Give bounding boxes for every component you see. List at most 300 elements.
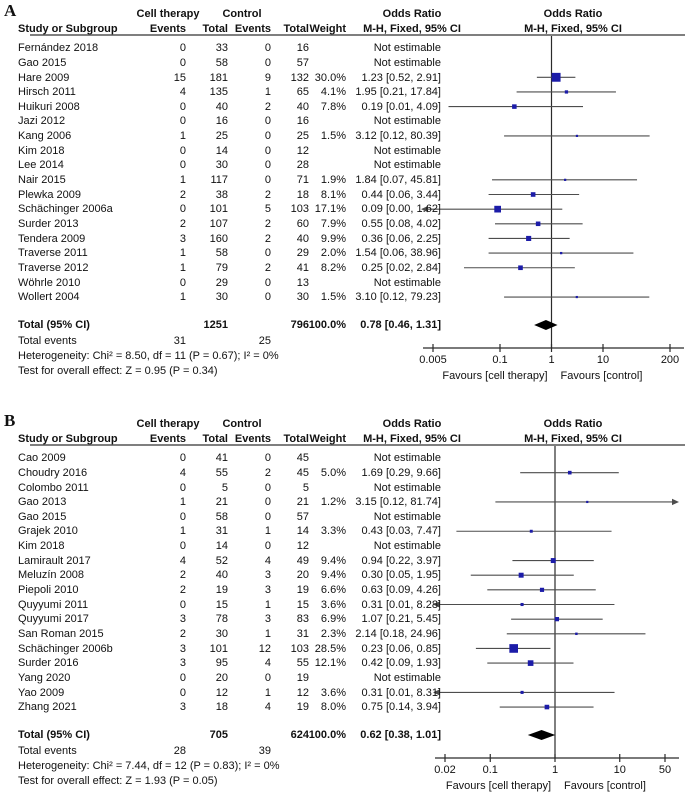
study-row — [0, 85, 685, 100]
weight-cell: 1.2% — [320, 496, 346, 509]
study-row — [0, 495, 685, 510]
total-cell: 31 — [296, 628, 309, 640]
group-header-control: Control — [222, 418, 262, 430]
axis-tick-label: 0.005 — [419, 354, 447, 366]
col-header-events2: Events — [234, 432, 271, 445]
events-cell: 0 — [264, 671, 271, 684]
total-cell: 41 — [215, 452, 228, 465]
study-row — [0, 670, 685, 685]
study-name: Yang 2020 — [18, 671, 71, 684]
weight-cell: 6.9% — [320, 613, 346, 626]
events-cell: 1 — [179, 525, 186, 538]
weight-cell: 30.0% — [314, 71, 346, 84]
total-cell: 21 — [215, 496, 228, 509]
events-cell: 2 — [179, 584, 186, 597]
study-row — [0, 509, 685, 524]
study-name: Grajek 2010 — [18, 525, 78, 538]
events-cell: 0 — [179, 115, 186, 128]
events-cell: 0 — [179, 671, 186, 684]
weight-cell: 5.0% — [320, 466, 346, 479]
or-ci-cell: 1.54 [0.06, 38.96] — [355, 247, 441, 260]
total-cell: 49 — [296, 554, 309, 567]
total-cell: 40 — [215, 100, 228, 113]
total-cell: 12 — [296, 540, 309, 553]
study-name: Hirsch 2011 — [18, 86, 76, 99]
total-cell: 65 — [296, 86, 309, 99]
events-cell: 0 — [264, 496, 271, 509]
axis-tick-label: 0.1 — [482, 764, 498, 776]
total-cell: 40 — [296, 232, 309, 245]
total-cell: 29 — [296, 247, 309, 260]
or-ci-cell: 1.07 [0.21, 5.45] — [361, 613, 441, 626]
total-cell: 101 — [209, 642, 228, 655]
total-cell: 38 — [215, 188, 228, 201]
or-ci-cell: 0.62 [0.38, 1.01] — [360, 729, 441, 742]
events-cell: 3 — [179, 701, 186, 714]
study-row — [0, 480, 685, 495]
study-name: Surder 2013 — [18, 218, 79, 230]
group-header-odds-ratio: Odds Ratio — [382, 8, 442, 20]
total-cell: 181 — [209, 71, 228, 84]
events-cell: 0 — [264, 540, 271, 553]
col-header-total1: Total — [202, 22, 228, 35]
study-row — [0, 55, 685, 70]
study-name: Yao 2009 — [18, 686, 65, 699]
favours-left-label: Favours [cell therapy] — [445, 780, 551, 792]
events-cell: 1 — [179, 291, 186, 304]
col-header-weight: Weight — [309, 432, 346, 445]
total-cell: 101 — [209, 203, 228, 216]
events-cell: 4 — [264, 701, 271, 714]
weight-cell: 1.9% — [320, 174, 346, 187]
study-name: Lee 2014 — [18, 159, 64, 172]
total-row-label: Total (95% CI) — [18, 319, 90, 332]
total-cell: 117 — [210, 174, 228, 187]
study-row — [0, 583, 685, 598]
total-cell: 40 — [296, 100, 309, 113]
events-cell: 0 — [179, 159, 186, 172]
study-row — [0, 143, 685, 158]
study-name: Nair 2015 — [18, 174, 66, 187]
total-row-label: Total (95% CI) — [18, 729, 90, 742]
events-cell: 31 — [173, 334, 186, 347]
study-name: Traverse 2012 — [18, 261, 89, 274]
study-row — [0, 465, 685, 480]
col-header-method-plot: M-H, Fixed, 95% CI — [524, 22, 622, 35]
total-cell: 57 — [296, 56, 309, 69]
or-ci-cell: 3.12 [0.12, 80.39] — [355, 130, 441, 143]
total-cell: 33 — [215, 42, 228, 55]
study-row — [0, 158, 685, 173]
study-row — [0, 612, 685, 627]
total-cell: 58 — [215, 56, 228, 69]
col-header-method-plot: M-H, Fixed, 95% CI — [524, 432, 622, 445]
events-cell: 2 — [179, 188, 186, 201]
events-cell: 2 — [179, 569, 186, 582]
study-row — [0, 597, 685, 612]
study-name: Lamirault 2017 — [18, 554, 91, 567]
total-cell: 55 — [296, 657, 309, 670]
or-ci-cell: 0.94 [0.22, 3.97] — [361, 554, 441, 567]
study-row — [0, 187, 685, 202]
total-cell: 25 — [296, 130, 309, 143]
col-header-events2: Events — [234, 22, 271, 35]
axis-tick-label: 10 — [596, 354, 610, 366]
study-row — [0, 641, 685, 656]
axis-tick-label: 1 — [548, 354, 555, 366]
weight-cell: 4.1% — [320, 86, 346, 99]
events-cell: 0 — [264, 481, 271, 494]
total-cell: 103 — [290, 203, 309, 216]
study-name: Colombo 2011 — [18, 481, 89, 494]
or-ci-cell: Not estimable — [373, 452, 441, 465]
events-cell: 12 — [258, 642, 271, 655]
group-header-odds-ratio-plot: Odds Ratio — [543, 418, 603, 430]
weight-cell: 7.9% — [320, 218, 346, 230]
total-cell: 40 — [215, 569, 228, 582]
or-ci-cell: 0.55 [0.08, 4.02] — [361, 218, 441, 230]
study-row — [0, 275, 685, 290]
study-name: Traverse 2011 — [18, 247, 88, 260]
or-ci-cell: 0.09 [0.00, 1.62] — [361, 203, 441, 216]
study-name: Jazi 2012 — [18, 115, 66, 128]
total-cell: 705 — [209, 729, 228, 742]
total-cell: 18 — [296, 188, 309, 201]
total-cell: 14 — [215, 540, 228, 553]
or-ci-cell: Not estimable — [373, 481, 441, 494]
total-cell: 58 — [215, 247, 228, 260]
col-header-study: Study or Subgroup — [18, 22, 118, 35]
events-cell: 2 — [264, 218, 271, 230]
weight-cell: 7.8% — [320, 100, 346, 113]
events-cell: 3 — [179, 232, 186, 245]
total-cell: 30 — [215, 159, 228, 172]
events-cell: 4 — [179, 466, 186, 479]
study-row — [0, 524, 685, 539]
total-cell: 12 — [215, 686, 228, 699]
total-row — [0, 318, 685, 333]
total-cell: 30 — [215, 291, 228, 304]
axis-tick-label: 0.02 — [434, 764, 456, 776]
or-ci-cell: 0.44 [0.06, 3.44] — [361, 188, 441, 201]
or-ci-cell: 0.23 [0.06, 0.85] — [361, 642, 441, 655]
events-cell: 3 — [264, 613, 271, 626]
total-cell: 57 — [296, 510, 309, 523]
or-ci-cell: Not estimable — [373, 159, 441, 172]
col-header-study: Study or Subgroup — [18, 432, 118, 445]
total-cell: 135 — [209, 86, 228, 99]
or-ci-cell: 1.69 [0.29, 9.66] — [361, 466, 441, 479]
events-cell: 0 — [179, 598, 186, 611]
or-ci-cell: 0.19 [0.01, 4.09] — [361, 100, 441, 113]
or-ci-cell: 0.75 [0.14, 3.94] — [361, 701, 441, 714]
axis-tick-label: 200 — [660, 354, 680, 366]
events-cell: 0 — [179, 510, 186, 523]
or-ci-cell: Not estimable — [373, 276, 441, 289]
events-cell: 0 — [264, 276, 271, 289]
or-ci-cell: 0.36 [0.06, 2.25] — [361, 232, 441, 245]
col-header-total2: Total — [283, 22, 309, 35]
axis-tick-label: 0.1 — [492, 354, 508, 366]
events-cell: 1 — [264, 86, 271, 99]
overall-effect-text: Test for overall effect: Z = 0.95 (P = 0.34) — [18, 364, 218, 377]
events-cell: 0 — [179, 481, 186, 494]
events-cell: 2 — [264, 100, 271, 113]
weight-cell: 28.5% — [314, 642, 346, 655]
events-cell: 2 — [179, 628, 186, 640]
events-cell: 25 — [258, 334, 271, 347]
total-cell: 16 — [215, 115, 228, 128]
study-name: Kim 2018 — [18, 144, 65, 157]
events-cell: 3 — [179, 642, 186, 655]
study-name: San Roman 2015 — [18, 628, 104, 640]
study-row — [0, 246, 685, 261]
weight-cell: 100.0% — [308, 729, 346, 742]
study-name: Piepoli 2010 — [18, 584, 79, 597]
events-cell: 4 — [179, 554, 186, 567]
events-cell: 0 — [264, 510, 271, 523]
events-cell: 0 — [179, 276, 186, 289]
total-events-row — [0, 333, 685, 348]
total-cell: 58 — [215, 510, 228, 523]
study-row — [0, 627, 685, 642]
total-cell: 21 — [296, 496, 309, 509]
weight-cell: 6.6% — [320, 584, 346, 597]
total-cell: 30 — [215, 628, 228, 640]
events-cell: 15 — [173, 71, 186, 84]
col-header-weight: Weight — [309, 22, 346, 35]
total-cell: 19 — [296, 584, 309, 597]
study-row — [0, 70, 685, 85]
events-cell: 0 — [179, 42, 186, 55]
study-name: Gao 2015 — [18, 56, 67, 69]
total-cell: 107 — [209, 218, 228, 230]
study-row — [0, 202, 685, 217]
total-cell: 19 — [296, 671, 309, 684]
or-ci-cell: 1.84 [0.07, 45.81] — [355, 174, 441, 187]
col-header-total1: Total — [202, 432, 228, 445]
col-header-method: M-H, Fixed, 95% CI — [363, 22, 461, 35]
study-row — [0, 700, 685, 715]
or-ci-cell: Not estimable — [373, 56, 441, 69]
events-cell: 1 — [264, 598, 271, 611]
or-ci-cell: 0.25 [0.02, 2.84] — [361, 261, 441, 274]
events-cell: 0 — [179, 540, 186, 553]
total-cell: 15 — [296, 598, 309, 611]
total-cell: 41 — [296, 261, 309, 274]
or-ci-cell: Not estimable — [373, 540, 441, 553]
or-ci-cell: 3.15 [0.12, 81.74] — [355, 496, 441, 509]
study-row — [0, 41, 685, 56]
or-ci-cell: 0.42 [0.09, 1.93] — [361, 657, 441, 670]
col-header-events1: Events — [149, 22, 186, 35]
events-cell: 0 — [264, 42, 271, 55]
study-row — [0, 173, 685, 188]
events-cell: 5 — [264, 203, 271, 216]
events-cell: 0 — [179, 452, 186, 465]
weight-cell: 2.3% — [320, 628, 346, 640]
weight-cell: 8.0% — [320, 701, 346, 714]
axis-tick-label: 10 — [613, 764, 626, 776]
events-cell: 1 — [179, 496, 186, 509]
total-cell: 29 — [215, 276, 228, 289]
events-cell: 39 — [258, 744, 271, 757]
study-name: Gao 2013 — [18, 496, 67, 509]
or-ci-cell: 0.30 [0.05, 1.95] — [361, 569, 441, 582]
study-name: Kim 2018 — [18, 540, 65, 553]
favours-right-label: Favours [control] — [560, 370, 643, 382]
study-name: Surder 2016 — [18, 657, 79, 670]
events-cell: 1 — [264, 686, 271, 699]
weight-cell: 3.6% — [320, 686, 346, 699]
weight-cell: 2.0% — [320, 247, 346, 260]
col-header-method: M-H, Fixed, 95% CI — [363, 432, 461, 445]
total-cell: 71 — [296, 174, 309, 187]
events-cell: 0 — [179, 686, 186, 699]
total-cell: 15 — [215, 598, 228, 611]
study-row — [0, 129, 685, 144]
study-name: Fernández 2018 — [18, 42, 99, 55]
weight-cell: 3.6% — [320, 598, 346, 611]
or-ci-cell: Not estimable — [373, 510, 441, 523]
events-cell: 0 — [264, 159, 271, 172]
study-name: Plewka 2009 — [18, 188, 81, 201]
or-ci-cell: 1.95 [0.21, 17.84] — [355, 86, 441, 99]
or-ci-cell: 2.14 [0.18, 24.96] — [355, 628, 441, 640]
events-cell: 3 — [264, 584, 271, 597]
study-name: Schächinger 2006a — [18, 203, 113, 216]
total-cell: 103 — [290, 642, 309, 655]
study-name: Wöhrle 2010 — [18, 276, 81, 289]
study-row — [0, 451, 685, 466]
weight-cell: 9.4% — [320, 569, 346, 582]
weight-cell: 100.0% — [308, 319, 346, 332]
or-ci-cell: Not estimable — [373, 115, 441, 128]
total-row — [0, 728, 685, 743]
study-row — [0, 568, 685, 583]
study-name: Meluzín 2008 — [18, 569, 85, 582]
events-cell: 1 — [179, 130, 186, 143]
total-events-label: Total events — [18, 334, 77, 347]
total-cell: 25 — [215, 130, 228, 143]
total-cell: 31 — [215, 525, 228, 538]
events-cell: 0 — [264, 130, 271, 143]
study-row — [0, 685, 685, 700]
total-cell: 1251 — [203, 319, 228, 332]
events-cell: 1 — [179, 174, 186, 187]
total-cell: 28 — [296, 159, 309, 172]
weight-cell: 1.5% — [320, 291, 346, 304]
study-name: Gao 2015 — [18, 510, 67, 523]
total-cell: 45 — [296, 452, 309, 465]
or-ci-cell: Not estimable — [373, 144, 441, 157]
or-ci-cell: Not estimable — [373, 42, 441, 55]
study-name: Tendera 2009 — [18, 232, 86, 245]
weight-cell: 9.9% — [320, 232, 346, 245]
study-name: Kang 2006 — [18, 130, 72, 143]
total-events-label: Total events — [18, 744, 77, 757]
events-cell: 0 — [264, 56, 271, 69]
total-cell: 78 — [215, 613, 228, 626]
events-cell: 2 — [264, 232, 271, 245]
total-cell: 13 — [296, 276, 309, 289]
group-header-cell-therapy: Cell therapy — [136, 8, 200, 20]
axis-tick-label: 1 — [551, 764, 559, 776]
total-cell: 79 — [215, 261, 228, 274]
total-cell: 45 — [296, 466, 309, 479]
group-header-control: Control — [222, 8, 262, 20]
weight-cell: 12.1% — [314, 657, 346, 670]
total-cell: 19 — [296, 701, 309, 714]
study-row — [0, 290, 685, 305]
events-cell: 1 — [179, 247, 186, 260]
study-name: Quyyumi 2017 — [18, 613, 89, 626]
panel-b — [0, 410, 685, 800]
events-cell: 3 — [264, 569, 271, 582]
total-events-row — [0, 743, 685, 758]
heterogeneity-text: Heterogeneity: Chi² = 7.44, df = 12 (P = 0.83); I² = 0% — [18, 759, 280, 772]
study-row — [0, 99, 685, 114]
events-cell: 28 — [173, 744, 186, 757]
panel-label: A — [4, 1, 17, 20]
study-name: Huikuri 2008 — [18, 100, 80, 113]
weight-cell: 8.2% — [320, 261, 346, 274]
favours-right-label: Favours [control] — [564, 780, 646, 792]
total-cell: 14 — [296, 525, 309, 538]
total-cell: 12 — [296, 686, 309, 699]
events-cell: 0 — [264, 144, 271, 157]
total-cell: 624 — [290, 729, 309, 742]
total-cell: 55 — [215, 466, 228, 479]
favours-left-label: Favours [cell therapy] — [442, 370, 548, 382]
weight-cell: 17.1% — [314, 203, 346, 216]
total-cell: 60 — [296, 218, 309, 230]
or-ci-cell: 0.31 [0.01, 8.31] — [361, 686, 441, 699]
heterogeneity-text: Heterogeneity: Chi² = 8.50, df = 11 (P = 0.67); I² = 0% — [18, 349, 279, 362]
or-ci-cell: Not estimable — [373, 671, 441, 684]
events-cell: 0 — [179, 203, 186, 216]
or-ci-cell: 1.23 [0.52, 2.91] — [361, 71, 441, 84]
total-cell: 83 — [296, 613, 309, 626]
total-cell: 5 — [221, 481, 228, 494]
total-cell: 16 — [296, 115, 309, 128]
or-ci-cell: 0.63 [0.09, 4.26] — [361, 584, 441, 597]
weight-cell: 1.5% — [320, 130, 346, 143]
events-cell: 4 — [179, 86, 186, 99]
or-ci-cell: 0.78 [0.46, 1.31] — [360, 319, 441, 332]
total-cell: 132 — [290, 71, 309, 84]
col-header-events1: Events — [149, 432, 186, 445]
events-cell: 0 — [179, 144, 186, 157]
events-cell: 0 — [264, 115, 271, 128]
or-ci-cell: 3.10 [0.12, 79.23] — [355, 291, 441, 304]
events-cell: 4 — [264, 554, 271, 567]
events-cell: 4 — [264, 657, 271, 670]
total-cell: 14 — [215, 144, 228, 157]
study-row — [0, 553, 685, 568]
study-name: Quyyumi 2011 — [18, 598, 89, 611]
total-cell: 95 — [215, 657, 228, 670]
study-name: Hare 2009 — [18, 71, 70, 84]
events-cell: 3 — [179, 613, 186, 626]
events-cell: 0 — [264, 174, 271, 187]
total-cell: 20 — [296, 569, 309, 582]
study-row — [0, 217, 685, 232]
events-cell: 0 — [179, 100, 186, 113]
weight-cell: 9.4% — [320, 554, 346, 567]
group-header-cell-therapy: Cell therapy — [136, 418, 200, 430]
events-cell: 0 — [264, 452, 271, 465]
